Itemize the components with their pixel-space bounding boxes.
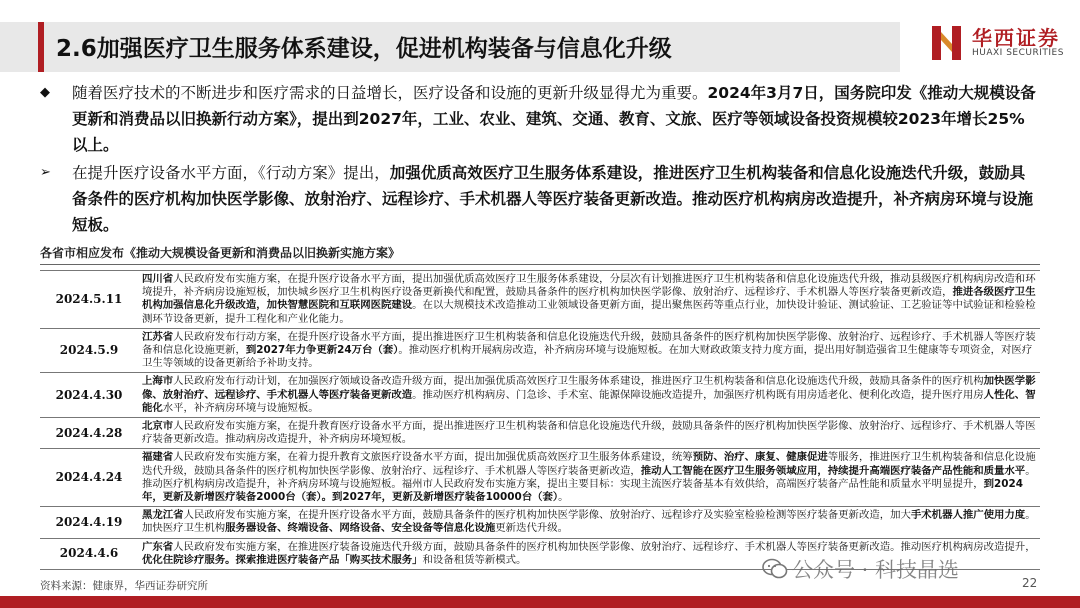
policy-text-segment: 北京市 (142, 420, 174, 433)
policy-date: 2024.5.11 (40, 271, 138, 329)
paragraph-segment: 在提升医疗设备水平方面，《行动方案》提出， (72, 164, 390, 182)
policy-date: 2024.4.24 (40, 449, 138, 507)
huaxi-logo-icon (930, 22, 964, 62)
policy-text-segment: 。推动医疗机构病房改造提升，补齐病房环境与设施短板。福州市人民政府发布实施方案，提出主要目标：实现主流医疗装备基本有效供给，高端医疗装备产品性能和质量水平明显提升， (142, 464, 1036, 490)
provincial-policy-table (40, 270, 1040, 570)
policy-text-segment: 人民政府发布实施方案，在提升医疗设备水平方面，提出加强优质高效医疗卫生服务体系建设，分层次有计划推进医疗卫生机构装备和信息化设施迭代升级，推动县级医疗机构病房改造和环境提升，补齐病房设施短板，加快城乡医疗卫生机构医疗设备更新换代和配置，鼓励具备条件的医疗机构加快医学影像、放射治疗、远程诊疗、手术机器人等医疗装备更新改造， (142, 273, 1036, 299)
policy-date: 2024.5.9 (40, 328, 138, 373)
page-number: 22 (1022, 576, 1038, 590)
intro-paragraph (40, 80, 1040, 158)
policy-text-segment: 等服务，推进医疗卫生机构装备和信息化设施迭代升级，鼓励具备条件的医疗机构加快医学影像、放射治疗、远程诊疗、手术机器人等医疗装备更新改造， (142, 451, 1036, 477)
plan-paragraph (40, 160, 1040, 238)
paragraph-segment: 2024年3月7日，国务院印发《推动大规模设备更新和消费品以旧换新行动方案》，提出到2027年，工业、农业、建筑、交通、教育、文旅、医疗等领域设备投资规模较2023年增长25%以上。 (72, 84, 1036, 154)
policy-date: 2024.4.30 (40, 373, 138, 418)
policy-text-segment: 人民政府发布实施方案，在提升教育医疗设备水平方面，提出推进医疗卫生机构装备和信息化设施迭代升级，鼓励具备条件的医疗机构加快医学影像、放射治疗、远程诊疗、手术机器人等医疗装备更新改造。推动病房改造提升，补齐病房环境短板。 (142, 420, 1036, 446)
table-caption: 各省市相应发布《推动大规模设备更新和消费品以旧换新实施方案》 (40, 246, 401, 260)
table-row (40, 418, 1040, 449)
policy-text-segment: 。加快医疗卫生机构 (142, 509, 1036, 535)
policy-description (138, 271, 1040, 329)
policy-text-segment: 优化住院诊疗服务。探索推进医疗装备产品「购买技术服务」 (142, 553, 423, 566)
policy-text-segment: 上海市 (142, 375, 174, 388)
policy-text-segment: 福建省 (142, 451, 174, 464)
plan-paragraph-text (72, 160, 1040, 238)
policy-description (138, 373, 1040, 418)
policy-text-segment: 。 (558, 491, 569, 504)
caption-divider (40, 264, 1040, 265)
title-accent-bar (38, 22, 44, 72)
source-note: 资料来源：健康界，华西证券研究所 (40, 580, 208, 592)
intro-paragraph-text (72, 80, 1040, 158)
bottom-accent-bar (0, 596, 1080, 608)
table-row (40, 271, 1040, 329)
watermark-text: 公众号 · 科技晶选 (792, 558, 960, 582)
policy-date: 2024.4.6 (40, 538, 138, 569)
policy-text-segment: 到2024年，更新及新增医疗装备2000台（套）。到2027年，更新及新增医疗装备10000台（套） (142, 477, 1023, 504)
policy-text-segment: 人性化、智能化 (142, 388, 1036, 414)
policy-text-segment: 人民政府发布实施方案，在推进医疗装备设施迭代升级方面，鼓励具备条件的医疗机构加快医学影像、放射治疗、远程诊疗、手术机器人等医疗装备更新改造。推动医疗机构病房改造提升， (173, 540, 1036, 553)
policy-text-segment: 手术机器人推广使用力度 (910, 509, 1026, 522)
arrow-bullet-icon: ➢ (40, 165, 51, 180)
table-row (40, 373, 1040, 418)
policy-text-segment: 人民政府发布实施方案，在着力提升教育文旅医疗设备水平方面，提出加强优质高效医疗卫生服务体系建设，统筹 (173, 451, 693, 464)
company-logo (930, 22, 1070, 66)
paragraph-segment: 加强优质高效医疗卫生服务体系建设，推进医疗卫生机构装备和信息化设施迭代升级，鼓励具备条件的医疗机构加快医学影像、放射治疗、远程诊疗、手术机器人等医疗装备更新改造。推动医疗机构病房改造提升，补齐病房环境与设施短板。 (72, 164, 1034, 234)
policy-description (138, 418, 1040, 449)
policy-text-segment: 预防、治疗、康复、健康促进 (692, 451, 828, 464)
policy-description (138, 507, 1040, 538)
policy-text-segment: 四川省 (142, 273, 174, 285)
policy-text-segment: 到2027年力争更新24万台（套） (245, 344, 399, 357)
policy-text-segment: 。推动医疗机构病房、门急诊、手术室、能源保障设施改造提升，加强医疗机构既有用房适老化、便利化改造，提升医疗用房 (412, 388, 984, 401)
policy-description (138, 328, 1040, 373)
policy-text-segment: 人民政府发布实施方案，在提升医疗设备水平方面，鼓励具备条件的医疗机构加快医学影像、放射治疗、远程诊疗及实验室检验检测等医疗装备更新改造，加大 (183, 509, 911, 522)
logo-english-name: HUAXI SECURITIES (972, 48, 1064, 58)
diamond-bullet-icon: ◆ (40, 85, 50, 100)
paragraph-segment: 随着医疗技术的不断进步和医疗需求的日益增长，医疗设备和设施的更新升级显得尤为重要。 (72, 84, 708, 102)
logo-chinese-name: 华西证券 (972, 26, 1060, 50)
policy-text-segment: 人民政府发布行动计划，在加强医疗领域设备改造升级方面，提出加强优质高效医疗卫生服务体系建设，推进医疗卫生机构装备和信息化设施迭代升级，鼓励具备条件的医疗机构 (173, 375, 984, 388)
table-row (40, 328, 1040, 373)
policy-text-segment: 更新迭代升级。 (495, 522, 569, 535)
policy-text-segment: 加快医学影像、放射治疗、远程诊疗、手术机器人等医疗装备更新改造 (142, 375, 1036, 401)
wechat-icon (762, 558, 788, 580)
policy-date: 2024.4.28 (40, 418, 138, 449)
table-row (40, 507, 1040, 538)
policy-description (138, 449, 1040, 507)
policy-text-segment: 。在以大规模技术改造推动工业领域设备更新方面，提出聚焦医药等重点行业，加快设计验证、测试验证、工艺验证等中试验证和检验检测环节设备更新，提升工程化和产业化能力。 (142, 299, 1036, 325)
policy-text-segment: 水平，补齐病房环境与设施短板。 (162, 401, 319, 414)
policy-text-segment: 广东省 (142, 540, 174, 553)
policy-text-segment: 黑龙江省 (142, 509, 184, 522)
policy-text-segment: 江苏省 (142, 330, 174, 343)
policy-date: 2024.4.19 (40, 507, 138, 538)
policy-text-segment: 推动人工智能在医疗卫生服务领域应用，持续提升高端医疗装备产品性能和质量水平 (640, 464, 1026, 477)
page-title: 2.6加强医疗卫生服务体系建设，促进机构装备与信息化升级 (56, 36, 672, 62)
policy-text-segment: 。推动医疗机构开展病房改造，补齐病房环境与设施短板。在加大财政政策支持力度方面，提出用好制造强省卫生健康等专项资金，对医疗卫生等领域的设备更新给予补助支持。 (142, 344, 1033, 370)
policy-text-segment: 和设备租赁等新模式。 (422, 553, 527, 566)
policy-text-segment: 人民政府发布行动方案，在提升医疗设备水平方面，提出推进医疗卫生机构装备和信息化设施迭代升级，鼓励具备条件的医疗机构加快医学影像、放射治疗、远程诊疗、手术机器人等医疗装备和信息化设施更新， (142, 330, 1036, 357)
policy-text-segment: 服务器设备、终端设备、网络设备、安全设备等信息化设施 (225, 522, 496, 535)
table-row (40, 449, 1040, 507)
policy-text-segment: 推进各级医疗卫生机构加强信息化升级改造，加快智慧医院和互联网医院建设 (142, 286, 1036, 312)
